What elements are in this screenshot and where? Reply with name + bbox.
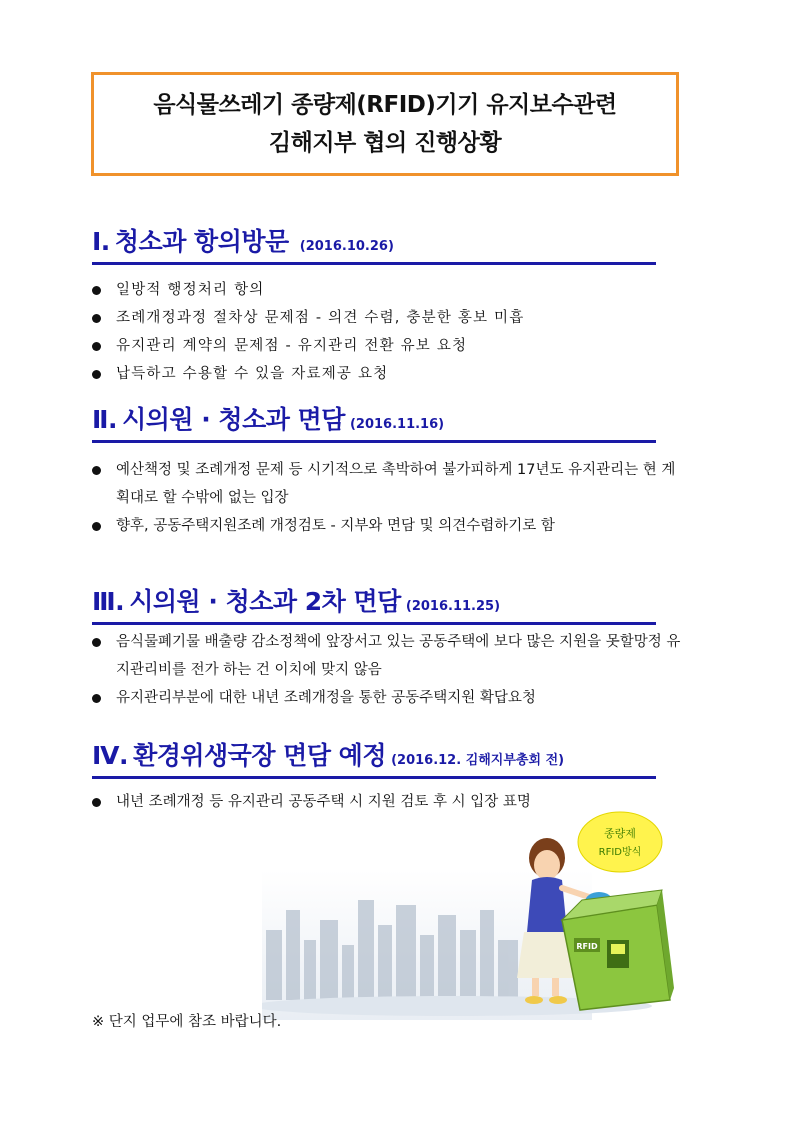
title-box	[91, 72, 679, 176]
bullet-icon	[92, 694, 101, 703]
speech-bubble	[578, 812, 662, 872]
list-item	[92, 360, 692, 388]
section-2-date: (2016.11.16)	[349, 417, 445, 432]
section-1-number: Ⅰ.	[92, 227, 110, 256]
list-item	[92, 456, 682, 512]
rfid-bin	[562, 890, 674, 1010]
bullet-icon	[92, 370, 101, 379]
bullet-icon	[92, 798, 101, 807]
footnote: ※ 단지 업무에 참조 바랍니다.	[92, 1014, 282, 1030]
title-line-1: 음식물쓰레기 종량제(RFID)기기 유지보수관련	[153, 92, 617, 118]
section-3-number: Ⅲ.	[92, 587, 125, 616]
section-3-heading	[92, 582, 656, 625]
section-1-title: 청소과 항의방문	[114, 227, 289, 256]
section-4-date: (2016.12. 김해지부총회 전)	[391, 753, 565, 768]
list-item-text: 내년 조례개정 등 유지관리 공동주택 시 지원 검토 후 시 입장 표명	[116, 794, 531, 810]
bullet-icon	[92, 342, 101, 351]
list-item	[92, 304, 692, 332]
section-2-heading	[92, 400, 656, 443]
bullet-icon	[92, 466, 101, 475]
list-item-text: 유지관리 계약의 문제점 - 유지관리 전환 유보 요청	[116, 338, 468, 354]
bullet-icon	[92, 314, 101, 323]
list-item	[92, 628, 688, 684]
bullet-icon	[92, 638, 101, 647]
section-3-title: 시의원 · 청소과 2차 면담	[129, 587, 401, 616]
machine-label: RFID	[576, 942, 598, 951]
section-2-list	[92, 456, 682, 540]
list-item	[92, 332, 692, 360]
list-item	[92, 276, 692, 304]
section-1-heading	[92, 222, 656, 265]
list-item	[92, 684, 688, 712]
list-item-text: 향후, 공동주택지원조례 개정검토 - 지부와 면담 및 의견수렴하기로 함	[116, 518, 555, 534]
section-3-list	[92, 628, 688, 712]
section-1-list	[92, 276, 692, 388]
list-item-text: 조례개정과정 절차상 문제점 - 의견 수렴, 충분한 홍보 미흡	[116, 310, 525, 326]
section-4-number: Ⅳ.	[92, 741, 128, 770]
section-4-title: 환경위생국장 면담 예정	[133, 741, 386, 770]
section-2-number: Ⅱ.	[92, 405, 117, 434]
section-2-title: 시의원 · 청소과 면담	[122, 405, 345, 434]
rfid-illustration	[262, 810, 682, 1020]
list-item-text: 일방적 행정처리 항의	[116, 282, 265, 298]
list-item	[92, 512, 682, 540]
section-4-heading	[92, 736, 656, 779]
section-1-date: (2016.10.26)	[299, 239, 394, 254]
bubble-text-1: 종량제	[604, 827, 636, 840]
section-3-date: (2016.11.25)	[405, 599, 501, 614]
list-item-text: 예산책정 및 조례개정 문제 등 시기적으로 촉박하여 불가피하게 17년도 유지관리는 현 계획대로 할 수밖에 없는 입장	[116, 462, 676, 506]
list-item-text: 음식물폐기물 배출량 감소정책에 앞장서고 있는 공동주택에 보다 많은 지원을 못할망정 유지관리비를 전가 하는 건 이치에 맞지 않음	[116, 634, 681, 678]
list-item-text: 납득하고 수용할 수 있을 자료제공 요청	[116, 366, 389, 382]
list-item-text: 유지관리부분에 대한 내년 조례개정을 통한 공동주택지원 확답요청	[116, 690, 536, 706]
bullet-icon	[92, 522, 101, 531]
bubble-text-2: RFID방식	[598, 847, 642, 858]
bullet-icon	[92, 286, 101, 295]
title-line-2: 김해지부 협의 진행상황	[268, 130, 502, 156]
